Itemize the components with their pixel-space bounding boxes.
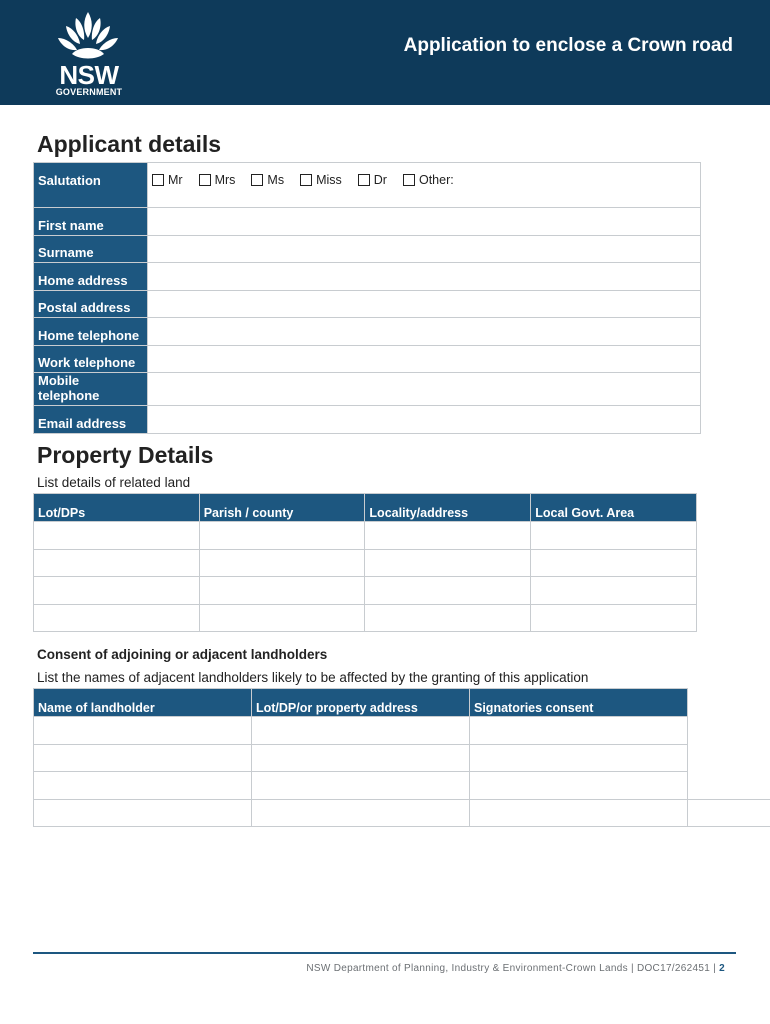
property-details-subheading: List details of related land [37, 475, 191, 490]
applicant-details-form [33, 162, 701, 434]
work-telephone-row [34, 345, 701, 373]
column-header-lot-dps: Lot/DPs [34, 494, 200, 522]
footer-divider [33, 952, 736, 954]
table-header-row [34, 494, 697, 522]
checkbox-icon [251, 174, 263, 186]
mobile-telephone-row [34, 373, 701, 406]
table-cell[interactable] [34, 577, 200, 605]
salutation-mrs-checkbox[interactable]: Mrs [199, 173, 236, 187]
column-header-locality-address: Locality/address [365, 494, 531, 522]
checkbox-icon [152, 174, 164, 186]
table-cell[interactable] [252, 717, 470, 745]
table-cell[interactable] [531, 549, 697, 577]
column-header-parish-county: Parish / county [199, 494, 365, 522]
logo-government-text: GOVERNMENT [55, 87, 123, 97]
table-cell[interactable] [365, 577, 531, 605]
mobile-telephone-field[interactable] [148, 373, 701, 406]
salutation-mr-checkbox[interactable]: Mr [152, 173, 183, 187]
table-cell[interactable] [199, 577, 365, 605]
page-header [0, 0, 770, 105]
postal-address-label: Postal address [34, 290, 148, 318]
table-cell[interactable] [470, 717, 688, 745]
postal-address-field[interactable] [148, 290, 701, 318]
home-telephone-label: Home telephone [34, 318, 148, 346]
document-title: Application to enclose a Crown road [403, 35, 733, 56]
applicant-details-heading: Applicant details [37, 131, 222, 157]
table-cell[interactable] [199, 604, 365, 632]
footer-text: NSW Department of Planning, Industry & Environment-Crown Lands | DOC17/262451 | [306, 963, 717, 974]
email-address-label: Email address [34, 406, 148, 434]
table-cell[interactable] [365, 522, 531, 550]
table-cell[interactable] [470, 744, 688, 772]
first-name-field[interactable] [148, 208, 701, 236]
first-name-label: First name [34, 208, 148, 236]
checkbox-icon [199, 174, 211, 186]
salutation-options [148, 163, 701, 208]
column-header-name-of-landholder: Name of landholder [34, 689, 252, 717]
table-row [34, 744, 688, 772]
column-header-signatories-consent: Signatories consent [470, 689, 688, 717]
table-cell[interactable] [365, 549, 531, 577]
waratah-icon [46, 10, 130, 64]
salutation-label: Salutation [34, 163, 148, 208]
home-telephone-row [34, 318, 701, 346]
table-cell[interactable] [531, 604, 697, 632]
table-row [34, 522, 697, 550]
table-row [34, 577, 697, 605]
work-telephone-label: Work telephone [34, 345, 148, 373]
home-telephone-field[interactable] [148, 318, 701, 346]
table-row [34, 772, 688, 800]
table-cell[interactable] [252, 772, 470, 800]
salutation-miss-checkbox[interactable]: Miss [300, 173, 342, 187]
adjacent-landholders-table [33, 688, 688, 827]
logo-nsw-text: NSW [59, 60, 119, 90]
table-cell[interactable] [34, 799, 252, 827]
table-header-row [34, 689, 688, 717]
home-address-field[interactable] [148, 263, 701, 291]
table-cell[interactable] [531, 577, 697, 605]
surname-row [34, 235, 701, 263]
table-cell[interactable] [199, 549, 365, 577]
first-name-row [34, 208, 701, 236]
surname-field[interactable] [148, 235, 701, 263]
checkbox-icon [300, 174, 312, 186]
related-land-table [33, 493, 697, 632]
property-details-heading: Property Details [37, 442, 214, 468]
surname-label: Surname [34, 235, 148, 263]
table-row [34, 717, 688, 745]
email-address-field[interactable] [148, 406, 701, 434]
table-cell[interactable] [531, 522, 697, 550]
table-cell[interactable] [34, 772, 252, 800]
page-footer [306, 963, 725, 974]
table-cell[interactable] [34, 604, 200, 632]
column-header-lot-dp-address: Lot/DP/or property address [252, 689, 470, 717]
salutation-ms-checkbox[interactable]: Ms [251, 173, 284, 187]
checkbox-icon [358, 174, 370, 186]
home-address-label: Home address [34, 263, 148, 291]
table-row [34, 604, 697, 632]
table-cell[interactable] [34, 744, 252, 772]
table-cell[interactable] [34, 549, 200, 577]
table-cell[interactable] [470, 799, 688, 827]
table-overflow-cell [687, 799, 770, 827]
salutation-other-checkbox[interactable]: Other: [403, 173, 454, 187]
table-cell[interactable] [34, 522, 200, 550]
table-row [34, 799, 688, 827]
nsw-government-logo [46, 10, 130, 97]
home-address-row [34, 263, 701, 291]
table-row [34, 549, 697, 577]
table-cell[interactable] [34, 717, 252, 745]
consent-subheading: List the names of adjacent landholders likely to be affected by the granting of this application [37, 670, 589, 685]
email-address-row [34, 406, 701, 434]
postal-address-row [34, 290, 701, 318]
table-cell[interactable] [252, 799, 470, 827]
page-number: 2 [719, 963, 725, 974]
table-cell[interactable] [199, 522, 365, 550]
checkbox-icon [403, 174, 415, 186]
work-telephone-field[interactable] [148, 345, 701, 373]
column-header-local-govt-area: Local Govt. Area [531, 494, 697, 522]
mobile-telephone-label: Mobile telephone [34, 373, 148, 406]
salutation-dr-checkbox[interactable]: Dr [358, 173, 387, 187]
salutation-row [34, 163, 701, 208]
consent-heading: Consent of adjoining or adjacent landholders [37, 647, 328, 662]
table-cell[interactable] [252, 744, 470, 772]
table-cell[interactable] [365, 604, 531, 632]
table-cell[interactable] [470, 772, 688, 800]
